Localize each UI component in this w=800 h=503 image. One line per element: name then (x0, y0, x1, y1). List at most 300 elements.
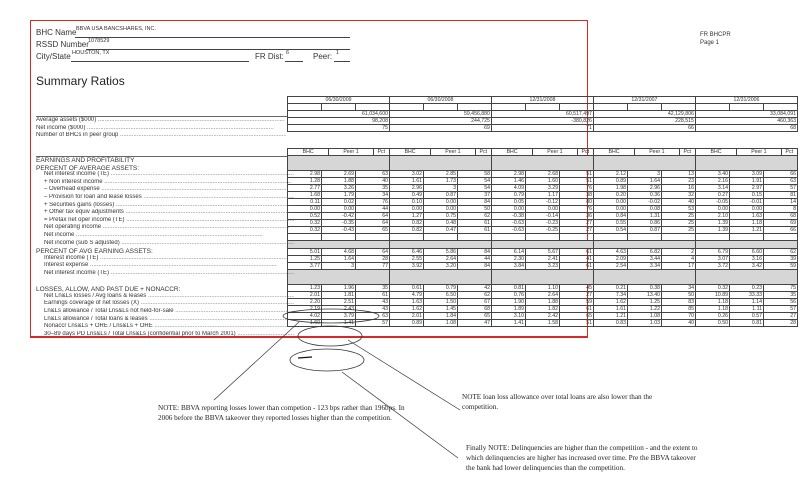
bhc-value: 1.21 (594, 312, 628, 319)
peer-value: 1.45 (424, 305, 458, 312)
summary-value: -380,826 (491, 118, 593, 125)
ratio-label: Ln&Ls allowance / Total loans & leases ..... (44, 316, 294, 322)
pct-value: 54 (458, 185, 492, 192)
pct-value: 70 (662, 312, 696, 319)
pct-value: 63 (764, 178, 798, 185)
bhc-value: 2.12 (594, 171, 628, 178)
peer-value: 0.79 (424, 284, 458, 291)
pct-value: 35 (764, 291, 798, 298)
peer-value: 1.58 (526, 319, 560, 326)
summary-value: 61,034,600 (288, 111, 390, 118)
bhc-value: 1.60 (288, 319, 322, 326)
pct-value: 64 (356, 220, 390, 227)
summary-value: 460,363 (695, 118, 797, 125)
ellipse-delinquencies (290, 349, 364, 371)
col-header-peer: Peer 1 (635, 149, 679, 156)
peer-value: 2.43 (322, 305, 356, 312)
bhc-value: 2.10 (696, 213, 730, 220)
bhc-value: 3.92 (390, 262, 424, 269)
bhc-value: 2.77 (288, 185, 322, 192)
bhc-value: 0.84 (594, 213, 628, 220)
bhc-value: 0.81 (492, 284, 526, 291)
peer-value: 1.03 (628, 319, 662, 326)
peer-value: 1.60 (526, 178, 560, 185)
bhc-value: 1.18 (696, 298, 730, 305)
pct-value: 65 (458, 312, 492, 319)
peer-value: 3.29 (526, 185, 560, 192)
peer-value: 33.33 (730, 291, 764, 298)
bhc-value: 0.10 (390, 199, 424, 206)
section-heading: LOSSES, ALLOW, AND PAST DUE + NONACCR: (36, 286, 181, 294)
bhc-value: 1.62 (594, 298, 628, 305)
bhc-value: 4.63 (594, 248, 628, 255)
pct-value: 66 (764, 227, 798, 234)
bhc-value: 1.98 (594, 185, 628, 192)
summary-value: 42,129,806 (593, 111, 695, 118)
bhc-value: 0.00 (594, 199, 628, 206)
pct-value: 61 (356, 291, 390, 298)
bhc-value: 1.90 (492, 298, 526, 305)
peer-value: 2.42 (526, 312, 560, 319)
ellipse-net-losses (283, 309, 379, 323)
peer-value: 2.68 (526, 171, 560, 178)
bhc-value: -0.63 (492, 220, 526, 227)
peer-value: 0.00 (322, 206, 356, 213)
peer-value: 0.87 (424, 192, 458, 199)
bhc-value: 3.10 (492, 312, 526, 319)
rssd-value: 1078529 (88, 38, 110, 44)
peer-value: 3.20 (424, 262, 458, 269)
bhc-value: 4.79 (390, 291, 424, 298)
bhc-value: 0.00 (288, 206, 322, 213)
bhc-value: -0.63 (492, 227, 526, 234)
ratio-label: Net Ln&Ls losses / Avg loans & leases ..... (44, 293, 294, 299)
bhc-value: 0.83 (594, 319, 628, 326)
bhc-value: 2.98 (288, 171, 322, 178)
pct-value: 28 (356, 255, 390, 262)
col-header-pct: Pct (679, 149, 695, 156)
pct-value: 8 (764, 206, 798, 213)
peer-value: 1.14 (730, 298, 764, 305)
col-header-peer: Peer 1 (533, 149, 577, 156)
pct-value: 61 (458, 227, 492, 234)
pct-value: 54 (458, 178, 492, 185)
ratio-label: Net income (sub S adjusted) ..... (44, 240, 294, 246)
summary-value: 59,456,880 (389, 111, 491, 118)
pct-value: 35 (356, 185, 390, 192)
peer-value: 2.41 (526, 255, 560, 262)
section-heading: PERCENT OF AVG EARNING ASSETS: (36, 248, 153, 256)
pct-value: 67 (458, 298, 492, 305)
pct-value: 28 (764, 319, 798, 326)
peer-value: 1.08 (628, 312, 662, 319)
peer-value: 6.60 (730, 248, 764, 255)
peer-value: 3.16 (730, 255, 764, 262)
summary-value: 98,208 (288, 118, 390, 125)
summary-value: 60,517,497 (491, 111, 593, 118)
fr-dist-value: 6 (286, 50, 290, 56)
bhc-value: 2.98 (492, 171, 526, 178)
bhc-value: 0.00 (696, 206, 730, 213)
peer-value: 0.00 (730, 206, 764, 213)
ratio-label: Earnings coverage of net losses (X) ..... (44, 300, 294, 306)
rssd-label: RSSD Number (36, 40, 89, 49)
pct-value: 57 (764, 185, 798, 192)
pct-value: 34 (356, 192, 390, 199)
peer-value: 2.96 (628, 185, 662, 192)
pct-value: 62 (764, 248, 798, 255)
bhc-value: 2.54 (594, 262, 628, 269)
bhc-value: 0.27 (696, 192, 730, 199)
pct-value: 36 (560, 213, 594, 220)
pct-value: 62 (458, 291, 492, 298)
bhc-value: 1.89 (492, 305, 526, 312)
peer-value: 1.21 (730, 227, 764, 234)
pct-value: 61 (560, 305, 594, 312)
pct-value: 56 (764, 298, 798, 305)
summary-value: 69 (389, 125, 491, 132)
form-name: FR BHCPR (700, 32, 731, 38)
peer-value: 1.73 (424, 178, 458, 185)
pct-value: 43 (356, 305, 390, 312)
summary-value: 71 (491, 125, 593, 132)
peer-value: 0.00 (424, 199, 458, 206)
bhc-value: 0.20 (594, 192, 628, 199)
bhc-value: 0.76 (492, 291, 526, 298)
pct-value: 58 (458, 171, 492, 178)
bhc-value: 1.62 (390, 305, 424, 312)
pct-value: 38 (560, 192, 594, 199)
pct-value: 51 (560, 178, 594, 185)
bhc-value: 1.18 (696, 305, 730, 312)
peer-label: Peer: (313, 52, 333, 61)
peer-value: 2.97 (730, 185, 764, 192)
pct-value: 50 (662, 291, 696, 298)
pct-value: 75 (764, 284, 798, 291)
peer-value: 0.23 (730, 284, 764, 291)
bhc-value: 2.19 (288, 305, 322, 312)
pct-value: 40 (662, 199, 696, 206)
bhc-value: 2.20 (288, 298, 322, 305)
page-title: Summary Ratios (36, 74, 125, 88)
ratio-label: Net operating income ..... (44, 224, 294, 230)
bhc-value: 0.50 (696, 319, 730, 326)
bhc-value: 0.82 (390, 220, 424, 227)
pct-value: 66 (764, 171, 798, 178)
col-header-pct: Pct (577, 149, 593, 156)
col-header-bhc: BHC (695, 149, 736, 156)
pct-value: 51 (560, 171, 594, 178)
bhc-value: 1.46 (492, 178, 526, 185)
ratio-label: + Non interest income ..... (44, 179, 294, 185)
period-header: 12/31/2006 (695, 97, 797, 104)
pointer-line-note1 (214, 322, 299, 400)
peer-value: 1.88 (322, 178, 356, 185)
bhc-value: 5.01 (288, 248, 322, 255)
bhc-value: 1.23 (288, 284, 322, 291)
pct-value: 62 (458, 213, 492, 220)
col-header-peer: Peer 1 (737, 149, 781, 156)
ratio-label: Interest income (TE) ..... (44, 255, 294, 261)
period-header: 06/30/2008 (389, 97, 491, 104)
bhc-value: 1.61 (594, 305, 628, 312)
pct-value: 50 (458, 206, 492, 213)
ratio-label: Net income ..... (44, 232, 294, 238)
pct-value: 43 (356, 298, 390, 305)
pct-value: 68 (458, 305, 492, 312)
pct-value: 40 (662, 319, 696, 326)
peer-value: 1.84 (424, 312, 458, 319)
pct-value: 47 (458, 319, 492, 326)
peer-value: -0.14 (526, 213, 560, 220)
note-delinquencies: Finally NOTE: Delinquencies are higher than the competition - and the extent to which delinquencies are higher has increased over time. Pre the BBVA takeover the bank had lower delinquencies than the competition. (466, 444, 698, 472)
pct-value: 23 (662, 178, 696, 185)
ratio-label: 30–89 days PD Lns&Ls / Total Lns&Ls (confidential prior to March 2001) ..... (44, 331, 294, 337)
peer-value: 1.18 (730, 220, 764, 227)
annotation-mark (298, 357, 312, 358)
bhc-value: 0.00 (594, 206, 628, 213)
peer-value: 0.47 (424, 227, 458, 234)
col-header-pct: Pct (373, 149, 389, 156)
pct-value: 76 (356, 199, 390, 206)
col-header-peer: Peer 1 (329, 149, 373, 156)
col-header-bhc: BHC (593, 149, 634, 156)
bhc-value: 0.32 (288, 220, 322, 227)
peer-value: -0.43 (322, 227, 356, 234)
pct-value: 27 (764, 312, 798, 319)
peer-value: 1.88 (526, 298, 560, 305)
bhc-value: 1.41 (492, 319, 526, 326)
summary-value: 75 (288, 125, 390, 132)
pct-value: 25 (662, 227, 696, 234)
fr-dist-label: FR Dist: (255, 52, 284, 61)
pct-value: 65 (560, 312, 594, 319)
peer-value: 3.79 (322, 312, 356, 319)
bhc-value: 3.02 (390, 171, 424, 178)
peer-value: 1.82 (526, 305, 560, 312)
peer-value: 3 (628, 171, 662, 178)
bhc-value: 0.05 (492, 199, 526, 206)
peer-value: 0.75 (424, 213, 458, 220)
bhc-value: 4.09 (492, 185, 526, 192)
peer-value: 3.09 (730, 171, 764, 178)
peer-value: 2.85 (424, 171, 458, 178)
pct-value: 35 (356, 284, 390, 291)
summary-value: 244,725 (389, 118, 491, 125)
note-allowance: NOTE loan loss allowance over total loans are also lower than the competition. (462, 393, 653, 411)
ratio-label: Net interest income (TE) ..... (44, 270, 294, 276)
pct-value: 84 (458, 248, 492, 255)
pct-value: 45 (560, 284, 594, 291)
pointer-line-note2 (348, 340, 460, 410)
bhc-value: 4.02 (288, 312, 322, 319)
period-header: 06/30/2009 (288, 97, 390, 104)
pct-value: 64 (356, 248, 390, 255)
pct-value: 44 (458, 255, 492, 262)
pct-value: 85 (662, 305, 696, 312)
peer-value: 3.26 (322, 185, 356, 192)
peer-value: 0.86 (628, 220, 662, 227)
pct-value: 14 (764, 199, 798, 206)
bhc-value: 6.79 (696, 248, 730, 255)
bhc-value: 0.00 (390, 206, 424, 213)
pct-value: 61 (560, 262, 594, 269)
bhc-value: 2.09 (594, 255, 628, 262)
bhc-value: 0.49 (390, 192, 424, 199)
pct-value: 59 (764, 262, 798, 269)
peer-value: 0.57 (730, 312, 764, 319)
pct-value: 65 (356, 227, 390, 234)
peer-value: 2.64 (424, 255, 458, 262)
pct-value: 16 (662, 185, 696, 192)
pct-value: 32 (662, 192, 696, 199)
col-header-peer: Peer 1 (431, 149, 475, 156)
ratio-label: Net interest income (TE) ..... (44, 171, 294, 177)
pct-value: 13 (662, 171, 696, 178)
bhc-value: 3.40 (696, 171, 730, 178)
ratio-label: Ln&Ls allowance / Total Lns&Ls not held-for-sale ..... (44, 308, 294, 314)
pct-value: 57 (356, 319, 390, 326)
pct-value: 37 (458, 192, 492, 199)
peer-value: 1.11 (730, 305, 764, 312)
peer-value: 0.02 (322, 199, 356, 206)
pct-value: 27 (560, 291, 594, 298)
bhc-value: 2.30 (492, 255, 526, 262)
peer-value: 1.79 (322, 192, 356, 199)
bhc-value: -0.38 (492, 213, 526, 220)
peer-value: 0.38 (628, 284, 662, 291)
ratio-label: Nonaccr Lns&Ls + ORE / Lns&Ls + ORE ..... (44, 323, 294, 329)
period-header: 12/31/2008 (491, 97, 593, 104)
bhc-value: 1.25 (288, 255, 322, 262)
peer-value: -0.01 (730, 199, 764, 206)
bhc-value: 0.32 (288, 227, 322, 234)
peer-value: 2.64 (526, 291, 560, 298)
bhc-value: 0.89 (594, 178, 628, 185)
bhc-value: 2.01 (390, 312, 424, 319)
summary-row-label: Net income ($000) ..... (36, 125, 286, 131)
summary-value: 228,515 (593, 118, 695, 125)
pct-value: 27 (560, 220, 594, 227)
pct-value: 81 (764, 192, 798, 199)
peer-value: 1.63 (730, 213, 764, 220)
peer-value: -0.25 (526, 227, 560, 234)
section-heading: PERCENT OF AVERAGE ASSETS: (36, 164, 140, 172)
summary-value: 68 (695, 125, 797, 132)
pct-value: 77 (356, 262, 390, 269)
pct-value: 63 (356, 171, 390, 178)
bhc-value: 0.61 (390, 284, 424, 291)
bhc-value: 0.11 (288, 199, 322, 206)
bhc-value: 6.14 (492, 248, 526, 255)
peer-value: 4.68 (322, 248, 356, 255)
pct-value: 80 (560, 199, 594, 206)
ratio-label: + Other tax equiv adjustments ..... (44, 209, 294, 215)
pct-value: 40 (356, 178, 390, 185)
peer-value: -0.23 (526, 220, 560, 227)
pct-value: 39 (764, 255, 798, 262)
pct-value: 17 (662, 262, 696, 269)
bhc-value: 1.61 (390, 178, 424, 185)
bhc-value: 2.16 (696, 178, 730, 185)
peer-value: 5.67 (526, 248, 560, 255)
peer-value: 1.96 (322, 284, 356, 291)
pct-value: 4 (662, 255, 696, 262)
note-losses: NOTE: BBVA reporting losses lower than competion - 123 bps rather than 196bps. In 2006 before the BBVA takeover they reported losses higher than the competition. (158, 404, 405, 422)
peer-value: 5.86 (424, 248, 458, 255)
peer-value: 0.00 (526, 206, 560, 213)
bhc-value: 2.01 (288, 291, 322, 298)
peer-value: -0.35 (322, 220, 356, 227)
col-header-bhc: BHC (288, 149, 329, 156)
peer-value: 1 (336, 50, 340, 56)
bhc-value: -0.05 (696, 199, 730, 206)
peer-value: 1.64 (628, 178, 662, 185)
bhc-value: 2.55 (390, 255, 424, 262)
bhc-value: 0.55 (594, 220, 628, 227)
peer-value: 3.44 (628, 255, 662, 262)
pct-value: 76 (560, 185, 594, 192)
pct-value: 57 (764, 305, 798, 312)
peer-value: 1.22 (628, 305, 662, 312)
summary-value: 33,084,091 (695, 111, 797, 118)
peer-value: -0.42 (322, 213, 356, 220)
pct-value: 59 (560, 298, 594, 305)
peer-value: 2.51 (322, 298, 356, 305)
pct-value: 41 (560, 255, 594, 262)
pct-value: 2 (662, 248, 696, 255)
peer-value: 0.81 (730, 319, 764, 326)
ratio-label: Interest expense ..... (44, 262, 294, 268)
bhc-value: 3.77 (288, 262, 322, 269)
peer-value: 0.08 (628, 206, 662, 213)
bhc-value: 7.34 (594, 291, 628, 298)
bhc-value: 3.84 (492, 262, 526, 269)
pct-value: 69 (764, 220, 798, 227)
bhc-value: 0.52 (288, 213, 322, 220)
pct-value: 61 (458, 220, 492, 227)
period-header: 12/31/2007 (593, 97, 695, 104)
peer-value: 0.36 (628, 192, 662, 199)
peer-value: 1.41 (322, 319, 356, 326)
pct-value: 25 (662, 213, 696, 220)
bhc-value: 1.68 (288, 192, 322, 199)
bhc-value: 1.63 (390, 298, 424, 305)
bhc-name-label: BHC Name (36, 28, 77, 37)
peer-value: 0.15 (730, 192, 764, 199)
peer-value: 6.82 (628, 248, 662, 255)
col-header-pct: Pct (781, 149, 797, 156)
peer-value: 1.91 (730, 178, 764, 185)
col-header-pct: Pct (475, 149, 491, 156)
col-header-bhc: BHC (491, 149, 532, 156)
bhc-value: 0.82 (390, 227, 424, 234)
peer-value: 1.81 (322, 291, 356, 298)
pct-value: 68 (764, 213, 798, 220)
pct-value: 84 (458, 199, 492, 206)
peer-value: -0.02 (628, 199, 662, 206)
peer-value: 1.50 (424, 298, 458, 305)
pct-value: 63 (356, 312, 390, 319)
peer-value: 2.69 (322, 171, 356, 178)
peer-value: 1.25 (628, 298, 662, 305)
bhc-name-value: BBVA USA BANCSHARES, INC. (76, 26, 156, 32)
pct-value: 61 (560, 248, 594, 255)
pct-value: 76 (560, 206, 594, 213)
peer-value: 3 (424, 185, 458, 192)
peer-value: 3.23 (526, 262, 560, 269)
city-value: HOUSTON, TX (72, 50, 110, 56)
